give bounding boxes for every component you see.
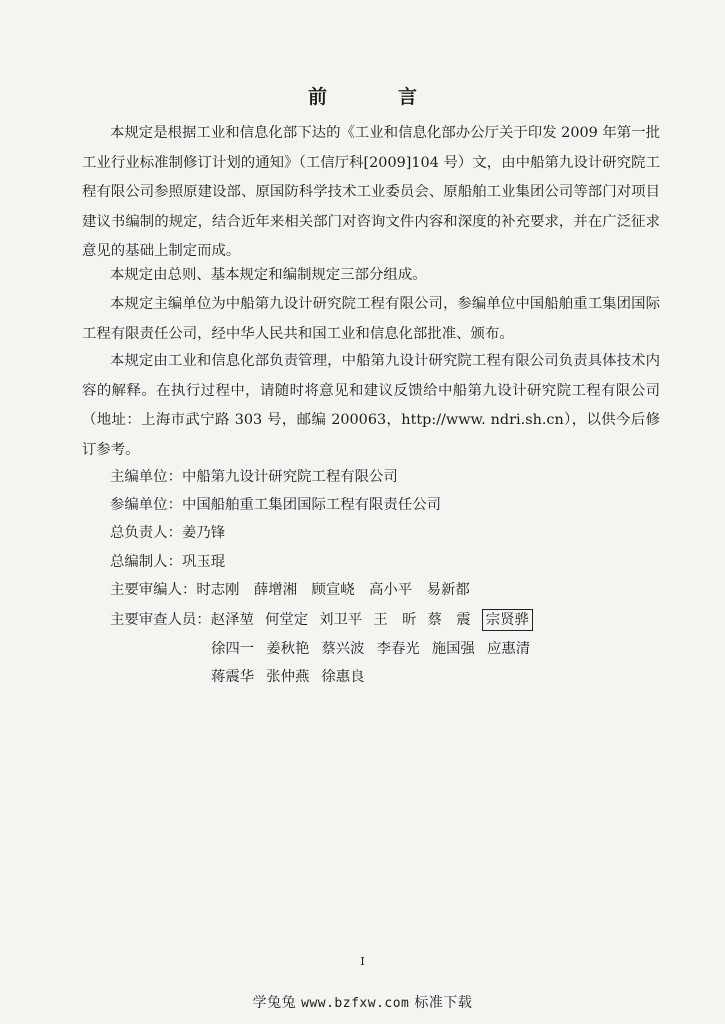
reviewer-name: 何堂定 xyxy=(264,612,309,628)
reviewer-name: 张仲燕 xyxy=(266,669,310,685)
reviewer-name-boxed: 宗贤骅 xyxy=(482,609,533,631)
main-drafters: 主要审编人：时志刚 薛增湘 顾宣峣 高小平 易新都 xyxy=(110,582,470,598)
preface-paragraph-3: 本规定主编单位为中船第九设计研究院工程有限公司，参编单位中国船舶重工集团国际工程有限责任公司，经中华人民共和国工业和信息化部批准、颁布。 xyxy=(82,296,660,342)
preface-paragraph-2: 本规定由总则、基本规定和编制规定三部分组成。 xyxy=(110,267,427,283)
reviewer-name: 姜秋艳 xyxy=(266,641,310,657)
footer-watermark xyxy=(0,992,725,1012)
preface-paragraph-4: 本规定由工业和信息化部负责管理，中船第九设计研究院工程有限公司负责具体技术内容的解释。在执行过程中，请随时将意见和建议反馈给中船第九设计研究院工程有限公司（地址：上海市武宁路 303 号，邮编 200063，http://www. ndri.sh.cn），以供今后修订参考。 xyxy=(82,353,660,458)
reviewer-name: 蔡 震 xyxy=(427,612,471,628)
reviewer-name: 应惠清 xyxy=(486,641,531,657)
general-director: 总负责人：姜乃锋 xyxy=(110,525,226,541)
reviewers-row-3 xyxy=(211,667,377,687)
reviewer-name: 蒋震华 xyxy=(211,669,255,685)
reviewer-name: 李春光 xyxy=(376,641,420,657)
general-editor: 总编制人：巩玉琨 xyxy=(110,554,226,570)
preface-paragraph-1: 本规定是根据工业和信息化部下达的《工业和信息化部办公厅关于印发 2009 年第一批工业行业标准制修订计划的通知》（工信厅科[2009]104 号）文，由中船第九设计研究院工程有限公司参照原建设部、原国防科学技术工业委员会、原船舶工业集团公司等部门对项目建议书编制的规定，结合近年来相关部门对咨询文件内容和深度的补充要求，并在广泛征求意见的基础上制定而成。 xyxy=(82,125,660,259)
page-number: I xyxy=(360,955,365,968)
reviewer-name: 蔡兴波 xyxy=(321,641,365,657)
reviewer-name: 刘卫平 xyxy=(319,612,363,628)
main-reviewers-label: 主要审查人员： xyxy=(110,612,211,628)
participating-unit: 参编单位：中国船舶重工集团国际工程有限责任公司 xyxy=(110,497,441,513)
reviewer-name: 施国强 xyxy=(431,641,475,657)
reviewer-name: 赵泽堃 xyxy=(210,612,254,628)
footer-suffix: 标准下载 xyxy=(414,995,473,1011)
reviewer-name: 徐四一 xyxy=(211,641,255,657)
footer-prefix: 学兔兔 xyxy=(252,995,297,1011)
reviewer-name: 徐惠良 xyxy=(321,669,365,685)
page-title: 前 言 xyxy=(307,86,443,108)
chief-unit: 主编单位：中船第九设计研究院工程有限公司 xyxy=(110,469,398,485)
footer-site-link[interactable]: www.bzfxw.com xyxy=(301,996,410,1011)
main-reviewers-row xyxy=(110,609,533,631)
reviewers-row-2 xyxy=(211,639,542,659)
reviewer-name: 王 昕 xyxy=(373,612,417,628)
